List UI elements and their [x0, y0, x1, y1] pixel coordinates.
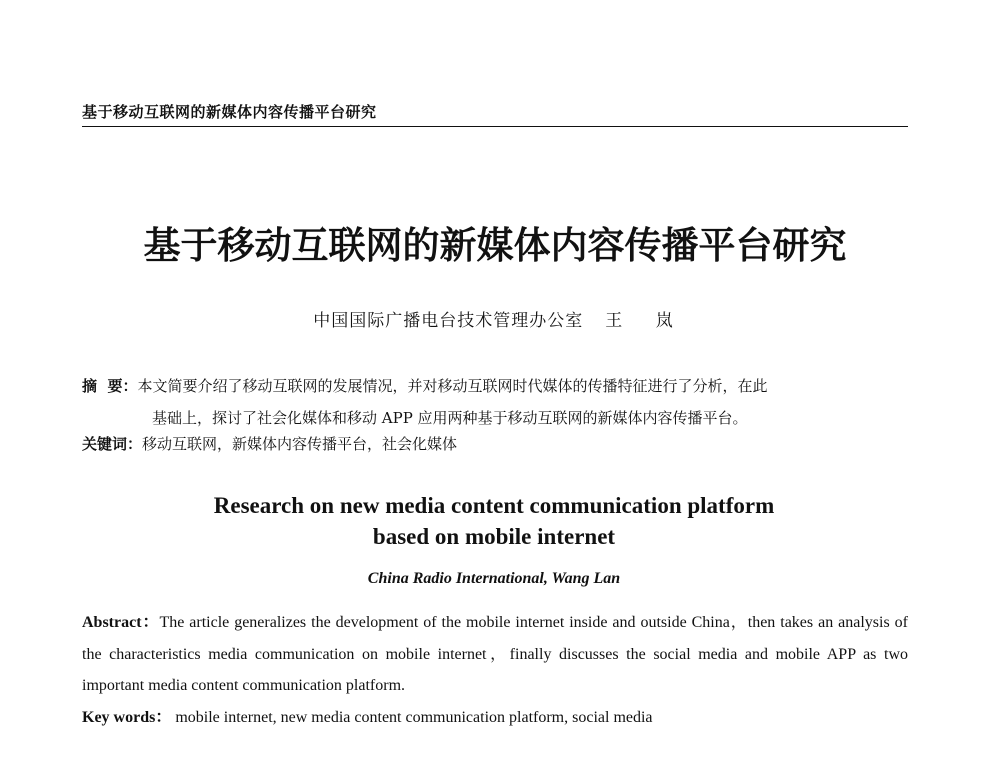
abstract-en	[82, 607, 908, 702]
keywords-cn-label: 关键词：	[82, 435, 143, 453]
author-cn	[0, 306, 1000, 331]
author-cn-name: 王 岚	[605, 311, 687, 331]
title-cn: 基于移动互联网的新媒体内容传播平台研究	[143, 224, 847, 267]
abstract-cn-line2: 基础上，探讨了社会化媒体和移动 APP 应用两种基于移动互联网的新媒体内容传播平台。	[152, 409, 748, 427]
author-en: China Radio International, Wang Lan	[367, 570, 621, 587]
abstract-cn-label: 摘 要：	[82, 377, 138, 395]
keywords-cn	[82, 433, 912, 454]
running-header: 基于移动互联网的新媒体内容传播平台研究	[82, 103, 377, 121]
title-en-line1: Research on new media content communication platform	[213, 493, 775, 518]
keywords-cn-text: 移动互联网，新媒体内容传播平台，社会化媒体	[142, 435, 458, 453]
keywords-en-label: Key words：	[82, 709, 172, 726]
abstract-cn-line1: 本文简要介绍了移动互联网的发展情况，并对移动互联网时代媒体的传播特征进行了分析，在此	[137, 377, 768, 395]
title-en	[0, 490, 988, 552]
keywords-en	[82, 704, 908, 727]
author-cn-affiliation: 中国国际广播电台技术管理办公室	[313, 311, 584, 331]
header-rule	[82, 126, 908, 127]
keywords-en-text: mobile internet, new media content communication platform, social media	[175, 709, 653, 726]
title-en-line2: based on mobile internet	[372, 524, 616, 549]
abstract-en-label: Abstract：	[82, 614, 160, 631]
abstract-en-text: The article generalizes the development of the mobile internet inside and outside China，then takes an analysis of the characteristics media communication on mobile internet，finally discusses the social media and mobile APP as two important media content communication platform.	[82, 614, 908, 694]
abstract-cn	[82, 370, 912, 434]
